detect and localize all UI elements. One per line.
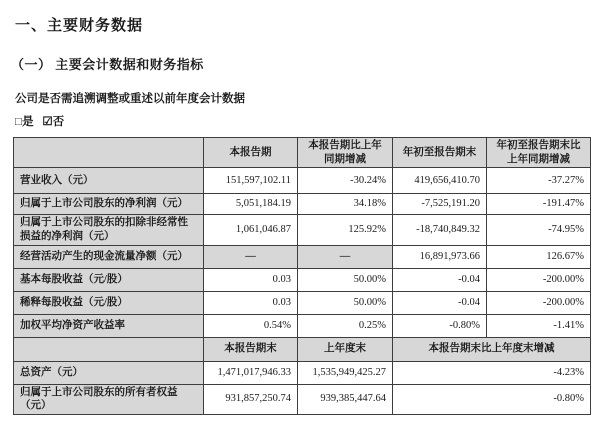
table-row <box>14 291 591 314</box>
cell-value: 126.67% <box>487 245 591 268</box>
table-header-row-top <box>14 138 591 168</box>
cell-value: 50.00% <box>298 268 393 291</box>
table-row <box>14 314 591 337</box>
cell-value: 939,385,447.64 <box>298 384 393 414</box>
cell-value: 0.03 <box>204 268 298 291</box>
cell-value: 1,535,949,425.27 <box>298 361 393 384</box>
row-label: 稀释每股收益（元/股） <box>14 291 204 314</box>
cell-value: 5,051,184.19 <box>204 194 298 215</box>
table-row <box>14 384 591 414</box>
cell-value: -4.23% <box>393 361 591 384</box>
header-ytd-yoy-change: 年初至报告期末比上年同期增减 <box>487 138 591 168</box>
cell-value: 931,857,250.74 <box>204 384 298 414</box>
cell-value: -1.41% <box>487 314 591 337</box>
cell-value: 0.25% <box>298 314 393 337</box>
cell-value: -0.80% <box>393 384 591 414</box>
table-header-row-bottom <box>14 337 591 361</box>
cell-value: -0.80% <box>393 314 487 337</box>
subsection-title: （一） 主要会计数据和财务指标 <box>11 57 204 72</box>
cell-value: 34.18% <box>298 194 393 215</box>
section-title: 一、主要财务数据 <box>15 18 144 34</box>
header-blank <box>14 138 204 168</box>
row-label: 经营活动产生的现金流量净额（元） <box>14 245 204 268</box>
row-label: 营业收入（元） <box>14 168 204 194</box>
row-label: 总资产（元） <box>14 361 204 384</box>
header-current-period: 本报告期 <box>204 138 298 168</box>
cell-value: -200.00% <box>487 268 591 291</box>
cell-value: -30.24% <box>298 168 393 194</box>
cell-dash: — <box>204 245 298 268</box>
row-label: 归属于上市公司股东的净利润（元） <box>14 194 204 215</box>
cell-value: 1,471,017,946.33 <box>204 361 298 384</box>
checkbox-no-checked: ☑否 <box>42 116 65 128</box>
header-blank <box>14 337 204 361</box>
table-row <box>14 168 591 194</box>
restatement-question: 公司是否需追溯调整或重述以前年度会计数据 <box>15 93 245 105</box>
row-label: 加权平均净资产收益率 <box>14 314 204 337</box>
cell-value: 16,891,973.66 <box>393 245 487 268</box>
header-period-yoy-change: 本报告期比上年同期增减 <box>298 138 393 168</box>
cell-value: -200.00% <box>487 291 591 314</box>
cell-value: -0.04 <box>393 268 487 291</box>
financial-report-page <box>0 14 600 421</box>
table-row <box>14 194 591 215</box>
cell-value: 0.03 <box>204 291 298 314</box>
cell-value: -7,525,191.20 <box>393 194 487 215</box>
header-period-end-change: 本报告期末比上年度末增减 <box>393 337 591 361</box>
table-row <box>14 245 591 268</box>
header-ytd: 年初至报告期末 <box>393 138 487 168</box>
restatement-answer <box>15 113 600 129</box>
header-prev-year-end: 上年度末 <box>298 337 393 361</box>
cell-value: -191.47% <box>487 194 591 215</box>
table-row <box>14 268 591 291</box>
cell-value: -0.04 <box>393 291 487 314</box>
table-row <box>14 215 591 245</box>
cell-value: 125.92% <box>298 215 393 245</box>
row-label: 基本每股收益（元/股） <box>14 268 204 291</box>
cell-value: 50.00% <box>298 291 393 314</box>
header-period-end: 本报告期末 <box>204 337 298 361</box>
cell-value: 151,597,102.11 <box>204 168 298 194</box>
cell-value: -18,740,849.32 <box>393 215 487 245</box>
cell-value: 1,061,046.87 <box>204 215 298 245</box>
cell-value: -74.95% <box>487 215 591 245</box>
table-row <box>14 361 591 384</box>
cell-value: 0.54% <box>204 314 298 337</box>
cell-value: 419,656,410.70 <box>393 168 487 194</box>
row-label: 归属于上市公司股东的扣除非经常性损益的净利润（元） <box>14 215 204 245</box>
cell-dash: — <box>298 245 393 268</box>
cell-value: -37.27% <box>487 168 591 194</box>
checkbox-yes: □是 <box>15 116 34 128</box>
row-label: 归属于上市公司股东的所有者权益（元） <box>14 384 204 414</box>
key-financials-table <box>13 137 591 415</box>
